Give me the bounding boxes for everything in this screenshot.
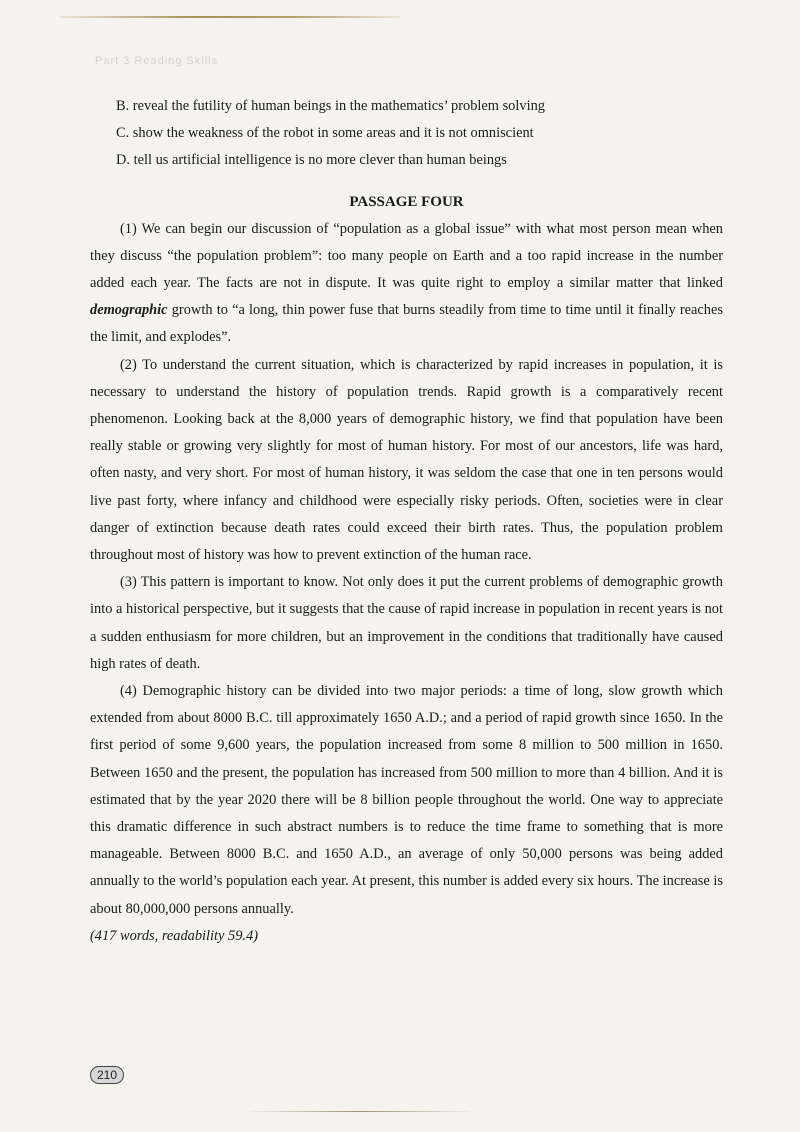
bottom-decorative-rule (250, 1111, 470, 1112)
paragraph-2: (2) To understand the current situation, which is characterized by rapid increases in population, it is necessary to understand the history of population trends. Rapid growth is a comparatively recent phenomenon. Looking back at the 8,000 years of demographic history, we find that population have been really stable or growing very slightly for most of human history. For most of our ancestors, life was hard, often nasty, and very short. For most of human history, it was seldom the case that one in ten persons would live past forty, where infancy and childhood were especially risky periods. Often, societies were in clear danger of extinction because death rates could exceed their birth rates. Thus, the population problem throughout most of history was how to prevent extinction of the human race. (90, 356, 723, 564)
option-b: B. reveal the futility of human beings in the mathematics’ problem solving (116, 98, 545, 114)
paragraph-1-text-b: growth to “a long, thin power fuse that burns steadily from time to time until it finally reaches the limit, and explodes”. (90, 302, 723, 346)
paragraph-4-text: (4) Demographic history can be divided into two major periods: a time of long, slow growth which extended from about 8000 B.C. till approximately 1650 A.D.; and a period of rapid growth since 1650. In the first period of some 9,600 years, the population increased from some 8 million to 500 million in 1650. Between 1650 and the present, the population has increased from 500 million to more than 4 billion. And it is estimated that by the year 2020 there will be 8 billion people throughout the world. One way to appreciate this dramatic difference in such abstract numbers is to reduce the time frame to something that is more manageable. Between 8000 B.C. and 1650 A.D., an average of only 50,000 persons was being added annually to the world’s population each year. At present, this number is added every six hours. The increase is about 80,000,000 persons annually. (90, 683, 723, 917)
keyword-demographic: demographic (90, 302, 168, 319)
option-c: C. show the weakness of the robot in some areas and it is not omniscient (116, 125, 534, 142)
paragraph-4 (90, 678, 723, 950)
word-count-note: (417 words, readability 59.4) (90, 927, 259, 944)
top-decorative-rule (60, 16, 400, 18)
running-header: Part 3 Reading Skills (95, 55, 219, 67)
page-number: 210 (90, 1066, 124, 1084)
option-d: D. tell us artificial intelligence is no more clever than human beings (116, 152, 507, 169)
answer-options (90, 93, 723, 175)
paragraph-1-text-a: (1) We can begin our discussion of “population as a global issue” with what most person mean when they discuss “the population problem”: too many people on Earth and a too rapid increase in the number added each year. The facts are not in dispute. It was quite right to employ a similar matter that linked (90, 220, 723, 292)
page-content (90, 93, 723, 950)
paragraph-3: (3) This pattern is important to know. Not only does it put the current problems of demographic growth into a historical perspective, but it suggests that the cause of rapid increase in population in recent years is not a sudden enthusiasm for more children, but an improvement in the conditions that traditionally have caused high rates of death. (90, 574, 723, 672)
paragraph-1 (90, 216, 723, 352)
passage-title: PASSAGE FOUR (349, 193, 464, 210)
